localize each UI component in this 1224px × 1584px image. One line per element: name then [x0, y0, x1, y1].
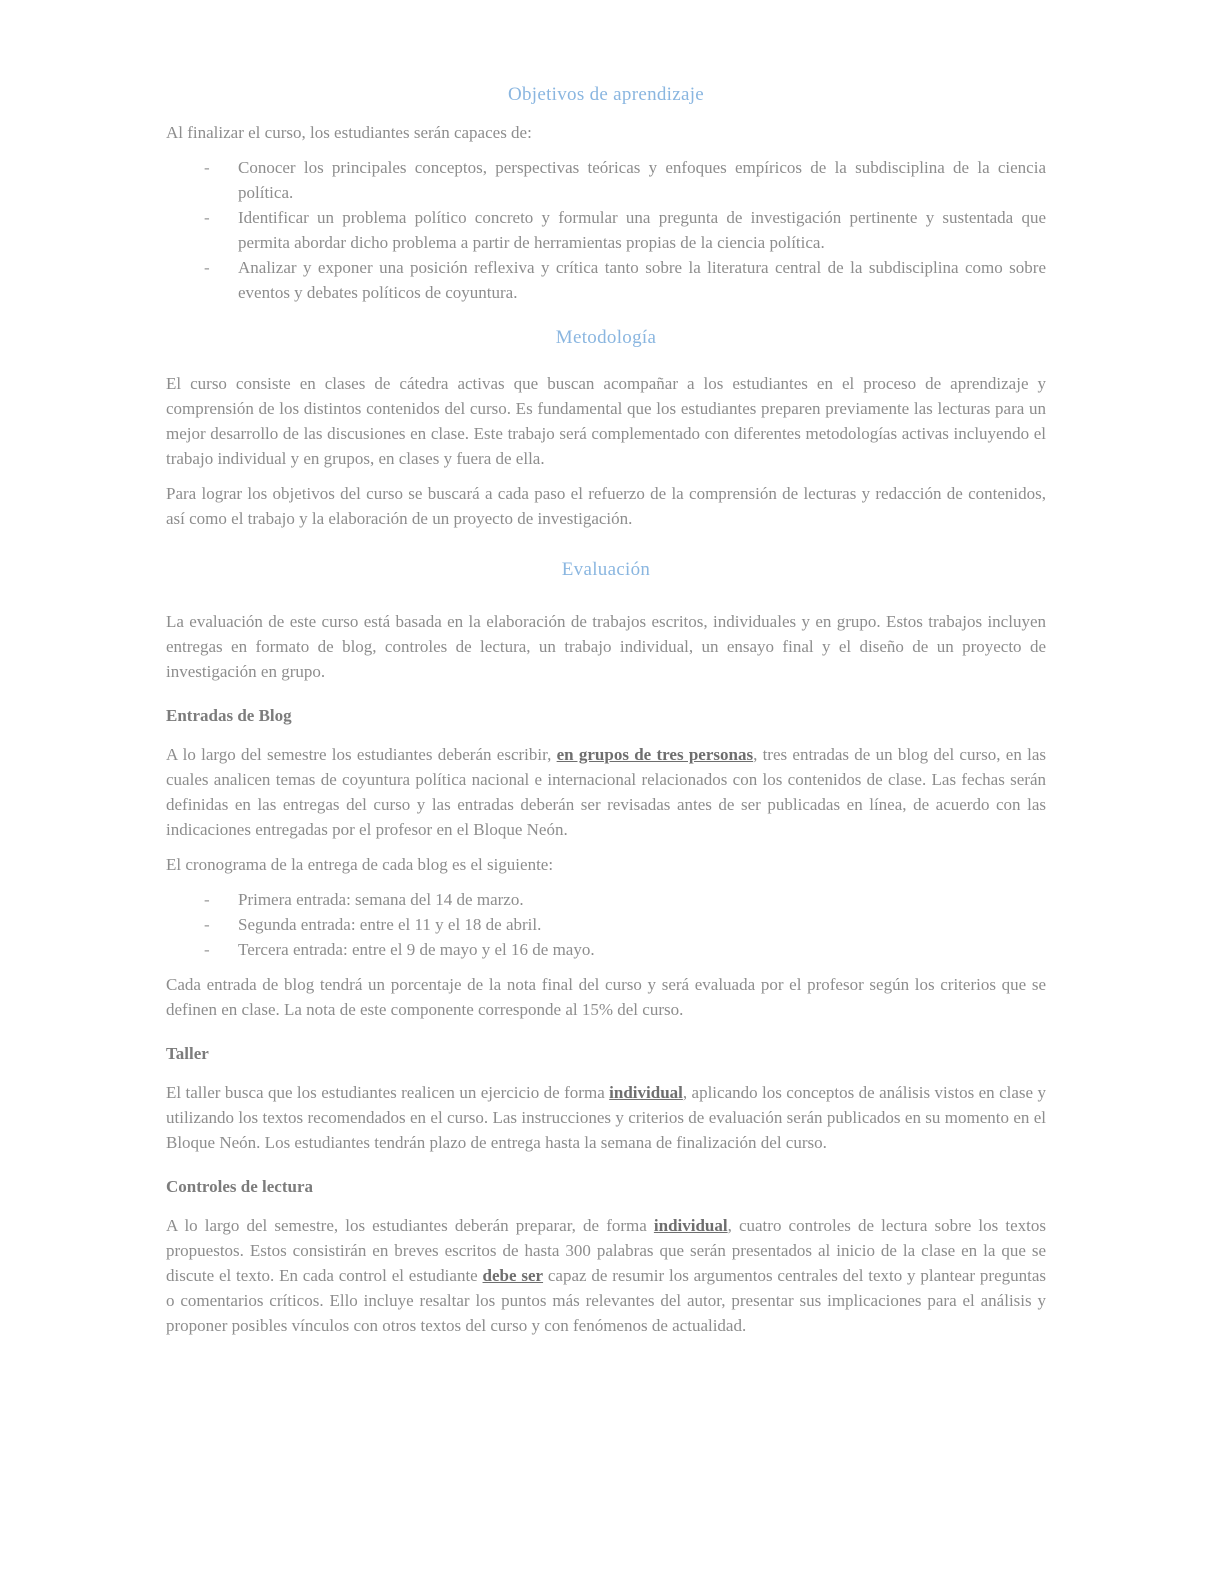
evaluation-heading: Evaluación: [561, 559, 651, 580]
controles-emphasis-2: debe ser: [482, 1266, 544, 1285]
list-item: - Conocer los principales conceptos, perspectivas teóricas y enfoques empíricos de la subdisciplina de la ciencia política.: [238, 155, 1046, 205]
controles-text-start: A lo largo del semestre, los estudiantes deberán preparar, de forma: [166, 1216, 654, 1235]
list-item: - Primera entrada: semana del 14 de marzo.: [238, 887, 1046, 912]
taller-emphasis: individual: [609, 1083, 683, 1102]
blog-paragraph-3: Cada entrada de blog tendrá un porcentaje de la nota final del curso y será evaluada por el profesor según los criterios que se definen en clase. La nota de este componente corresponde al 15% del curso.: [166, 975, 1046, 1019]
taller-paragraph: [166, 1080, 1046, 1155]
methodology-paragraph-2: Para lograr los objetivos del curso se buscará a cada paso el refuerzo de la comprensión de lecturas y redacción de contenidos, así como el trabajo y la elaboración de un proyecto de investigación.: [166, 484, 1046, 528]
controles-heading: Controles de lectura: [166, 1177, 313, 1196]
blog-text-end: , tres entradas de un blog del curso, en las cuales analicen temas de coyuntura política nacional e internacional relacionados con los contenidos de clase. Las fechas serán definidas en las entregas del curso y las entradas deberán ser revisadas antes de ser publicadas en línea, de acuerdo con las indicaciones entregadas por el profesor en el Bloque Neón.: [166, 745, 1046, 839]
blog-dates-list: [166, 887, 1046, 962]
list-item: - Segunda entrada: entre el 11 y el 18 de abril.: [238, 912, 1046, 937]
objectives-intro: Al finalizar el curso, los estudiantes serán capaces de:: [166, 123, 532, 142]
controles-text-end: capaz de resumir los argumentos centrales del texto y plantear preguntas o comentarios críticos. Ello incluye resaltar los puntos más relevantes del autor, presentar sus implicaciones para el análisis y proponer posibles vínculos con otros textos del curso y con fenómenos de actualidad.: [166, 1266, 1046, 1335]
learning-objectives-heading: Objetivos de aprendizaje: [507, 84, 705, 105]
list-item: - Identificar un problema político concreto y formular una pregunta de investigación pertinente y sustentada que permita abordar dicho problema a partir de herramientas propias de la ciencia política.: [238, 205, 1046, 255]
list-item: - Tercera entrada: entre el 9 de mayo y el 16 de mayo.: [238, 937, 1046, 962]
taller-text-end: , aplicando los conceptos de análisis vistos en clase y utilizando los textos recomendados en el curso. Las instrucciones y criterios de evaluación serán publicados en su momento en el Bloque Neón. Los estudiantes tendrán plazo de entrega hasta la semana de finalización del curso.: [166, 1083, 1046, 1152]
controles-emphasis-1: individual: [653, 1216, 728, 1235]
list-item: - Analizar y exponer una posición reflexiva y crítica tanto sobre la literatura central de la subdisciplina como sobre eventos y debates políticos de coyuntura.: [238, 255, 1046, 305]
blog-paragraph-2: El cronograma de la entrega de cada blog es el siguiente:: [166, 855, 554, 874]
controles-text-mid: , cuatro controles de lectura sobre los textos propuestos. Estos consistirán en breves escritos de hasta 300 palabras que serán presentados al inicio de la clase en la que se discute el texto. En cada control el estudiante: [166, 1216, 1046, 1285]
taller-text-start: El taller busca que los estudiantes realicen un ejercicio de forma: [166, 1083, 610, 1102]
taller-heading: Taller: [166, 1044, 209, 1063]
controles-paragraph: [166, 1213, 1046, 1338]
blog-emphasis: en grupos de tres personas: [556, 745, 754, 764]
objectives-list: [166, 155, 1046, 305]
methodology-paragraph-1: El curso consiste en clases de cátedra activas que buscan acompañar a los estudiantes en el proceso de aprendizaje y comprensión de los distintos contenidos del curso. Es fundamental que los estudiantes preparen previamente las lecturas para un mejor desarrollo de las discusiones en clase. Este trabajo será complementado con diferentes metodologías activas incluyendo el trabajo individual y en grupos, en clases y fuera de ella.: [166, 374, 1046, 468]
evaluation-paragraph: La evaluación de este curso está basada en la elaboración de trabajos escritos, individuales y en grupo. Estos trabajos incluyen entregas en formato de blog, controles de lectura, un trabajo individual, un ensayo final y el diseño de un proyecto de investigación en grupo.: [166, 612, 1046, 681]
blog-text-start: A lo largo del semestre los estudiantes deberán escribir,: [166, 745, 557, 764]
blog-heading: Entradas de Blog: [166, 706, 292, 725]
blog-paragraph-1: [166, 742, 1046, 842]
methodology-heading: Metodología: [555, 327, 657, 348]
